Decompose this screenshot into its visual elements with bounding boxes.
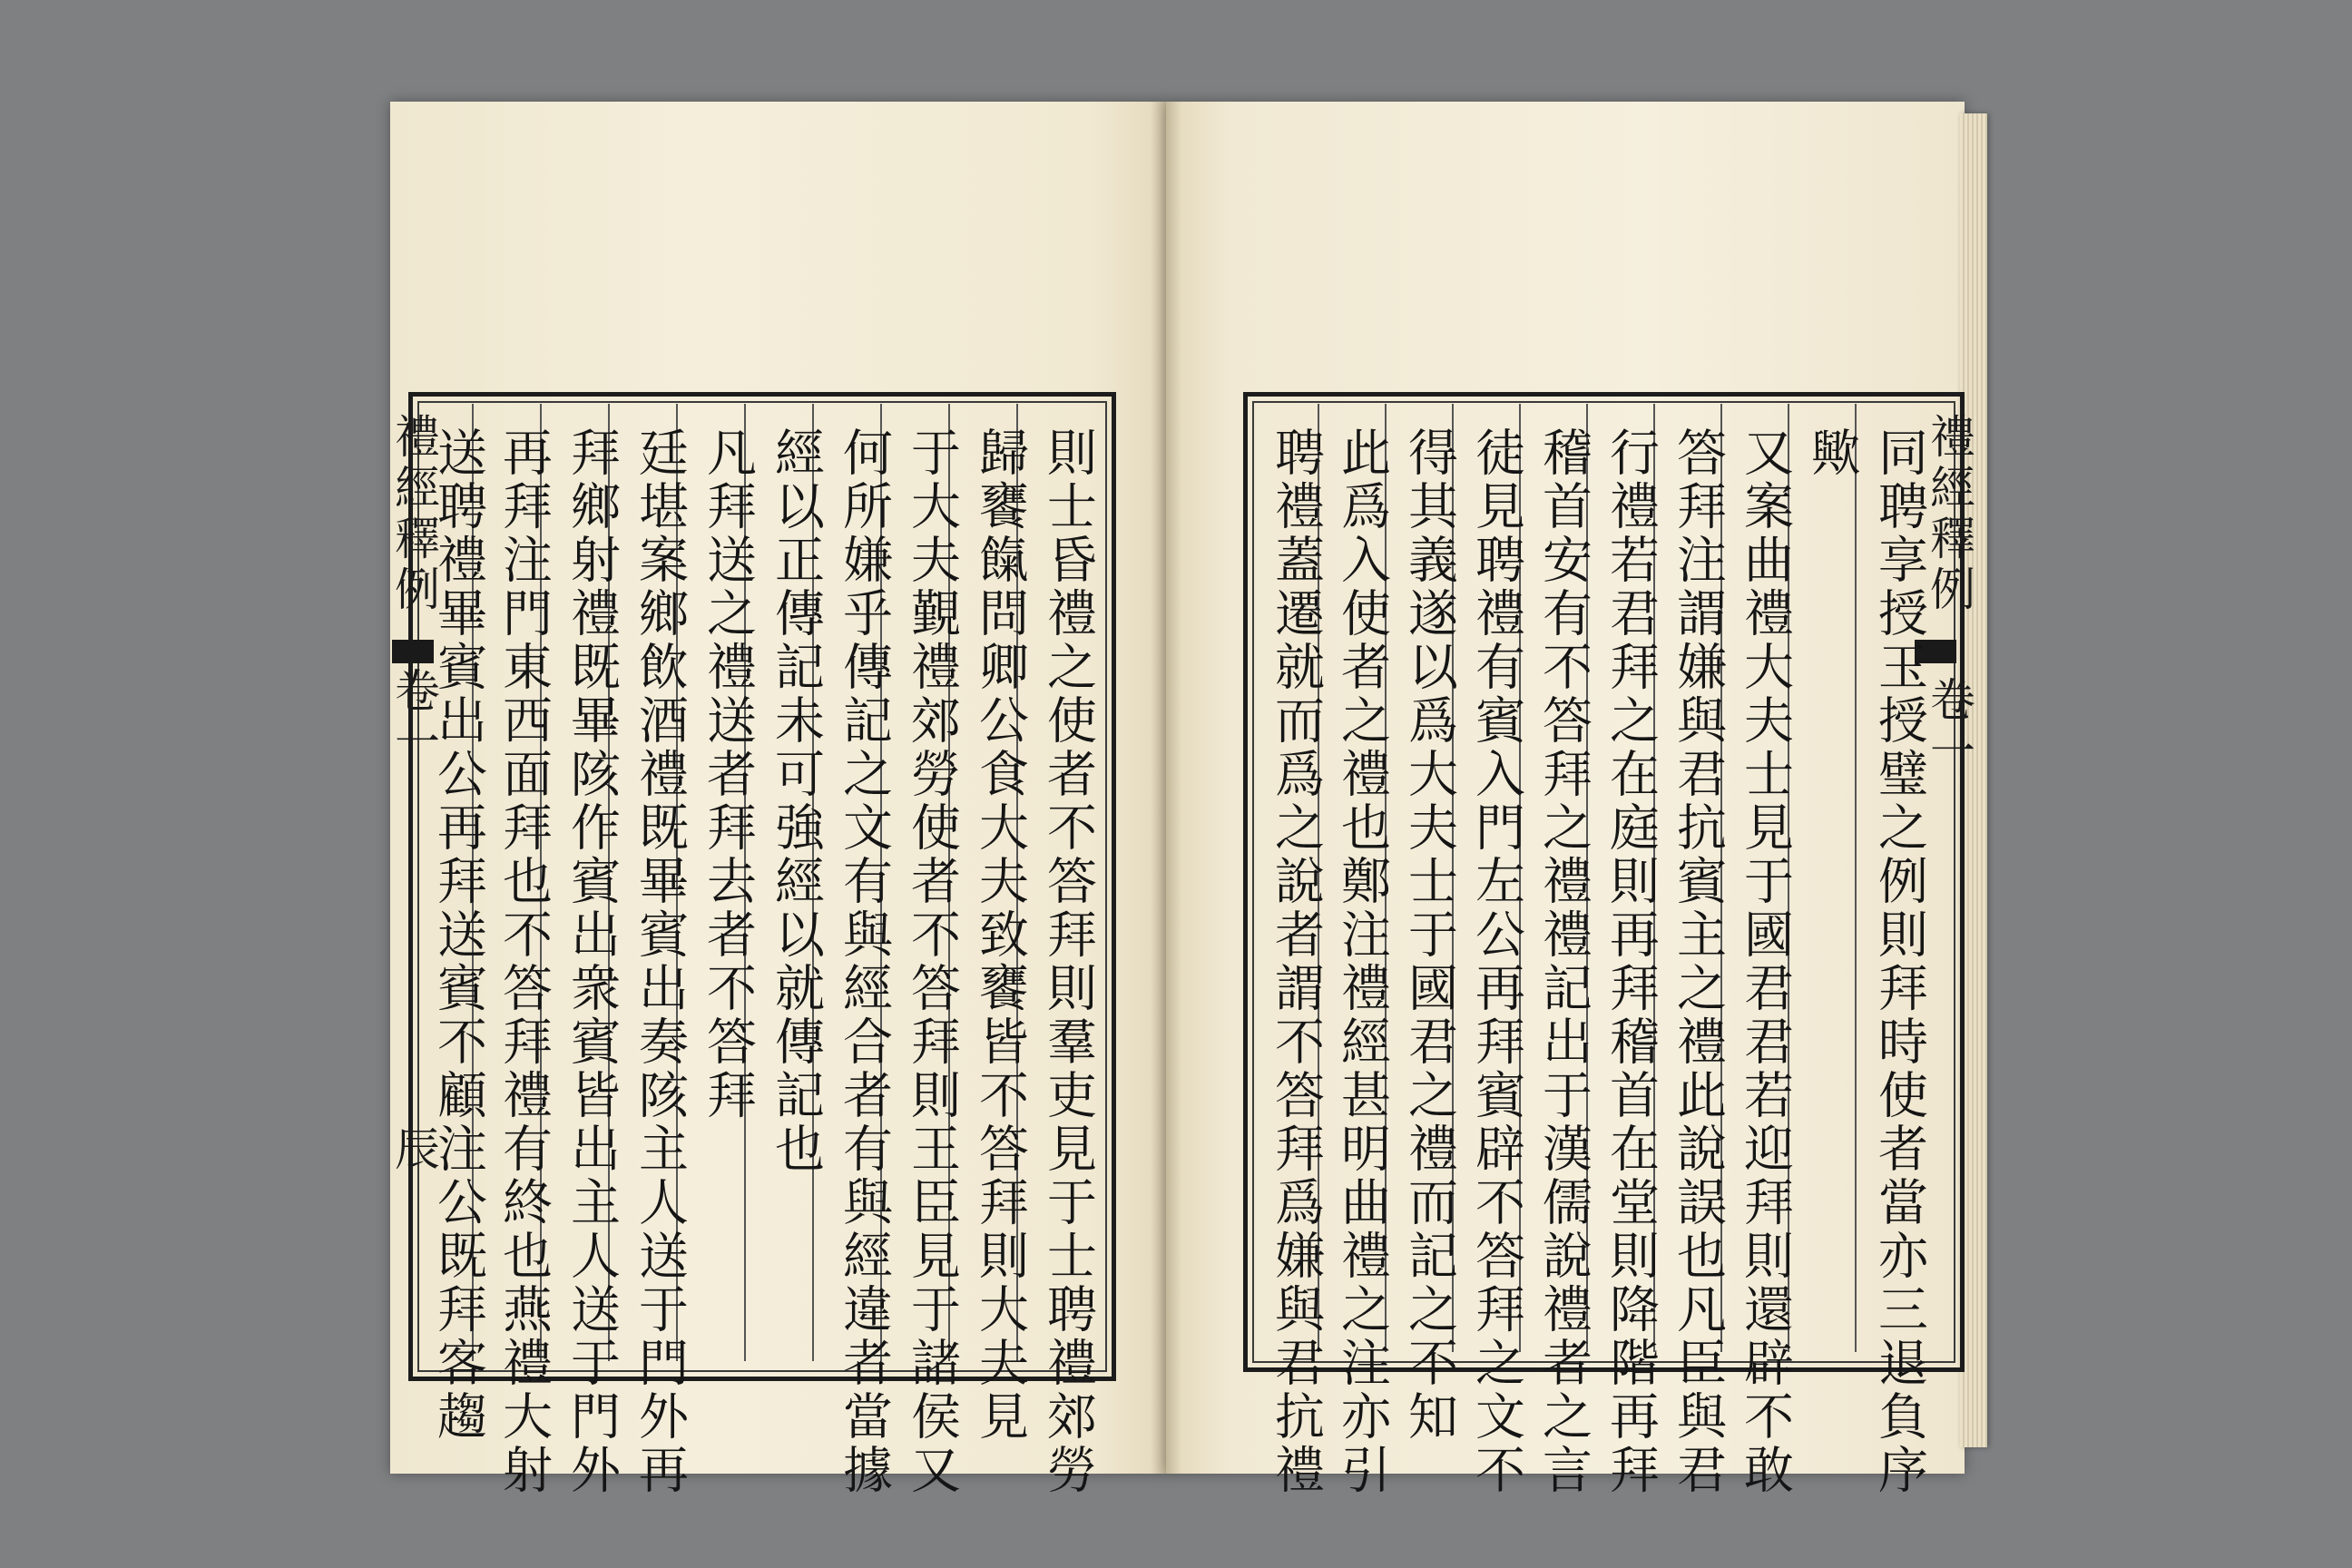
left-column-9: 再拜注門東西面拜也不答拜禮有終也燕禮大射 (495, 426, 553, 1497)
left-column-1: 則士昏禮之使者不答拜則羣吏見于士聘禮郊勞 (1039, 426, 1097, 1497)
right-column-10: 聘禮蓋遷就而爲之說者謂不答拜爲嫌與君抗禮 (1267, 426, 1325, 1497)
right-column-9: 此爲入使者之禮也鄭注禮經甚明曲禮之注亦引 (1333, 426, 1391, 1497)
right-column-2: 歟 (1803, 426, 1861, 480)
right-column-3: 又案曲禮大夫士見于國君君若迎拜則還辟不敢 (1736, 426, 1794, 1497)
right-column-8: 得其義遂以爲大夫士于國君之禮而記之不知 (1400, 426, 1458, 1444)
left-column-6: 凡拜送之禮送者拜去者不答拜 (699, 426, 757, 1122)
right-column-7: 徒見聘禮有賓入門左公再拜賓辟不答拜之文不 (1467, 426, 1525, 1497)
right-margin-volume: 卷一 (1923, 676, 1975, 778)
right-column-4: 答拜注謂嫌與君抗賓主之禮此說誤也凡臣與君 (1669, 426, 1727, 1497)
left-margin-folio: 辰 (387, 1125, 440, 1176)
right-margin-title: 禮經釋例 (1923, 413, 1975, 616)
right-column-5: 行禮若君拜之在庭則再拜稽首在堂則降階再拜 (1602, 426, 1660, 1497)
left-margin-title: 禮經釋例 (387, 413, 440, 616)
left-column-7: 廷堪案鄉飲酒禮既畢賓出奏陔主人送于門外再 (631, 426, 689, 1497)
left-column-10: 送聘禮畢賓出公再拜送賓不顧注公既拜客趨 (429, 426, 487, 1444)
right-column-1: 同聘享授玉授璧之例則拜時使者當亦三退負序 (1870, 426, 1928, 1497)
right-column-6: 稽首安有不答拜之禮禮記出于漢儒說禮者之言 (1534, 426, 1592, 1497)
left-column-4: 何所嫌乎傳記之文有與經合者有與經違者當據 (835, 426, 893, 1497)
column-rule (1855, 404, 1857, 1352)
left-column-3: 于大夫覲禮郊勞使者不答拜則王臣見于諸侯又 (903, 426, 961, 1497)
left-column-8: 拜鄉射禮既畢陔作賓出衆賓皆出主人送于門外 (563, 426, 621, 1497)
book-gutter (1151, 102, 1181, 1474)
left-column-5: 經以正傳記未可強經以就傳記也 (767, 426, 825, 1176)
left-margin-volume: 卷一 (387, 667, 440, 769)
left-column-2: 歸饔餼問卿公食大夫致饔皆不答拜則大夫見 (971, 426, 1029, 1444)
